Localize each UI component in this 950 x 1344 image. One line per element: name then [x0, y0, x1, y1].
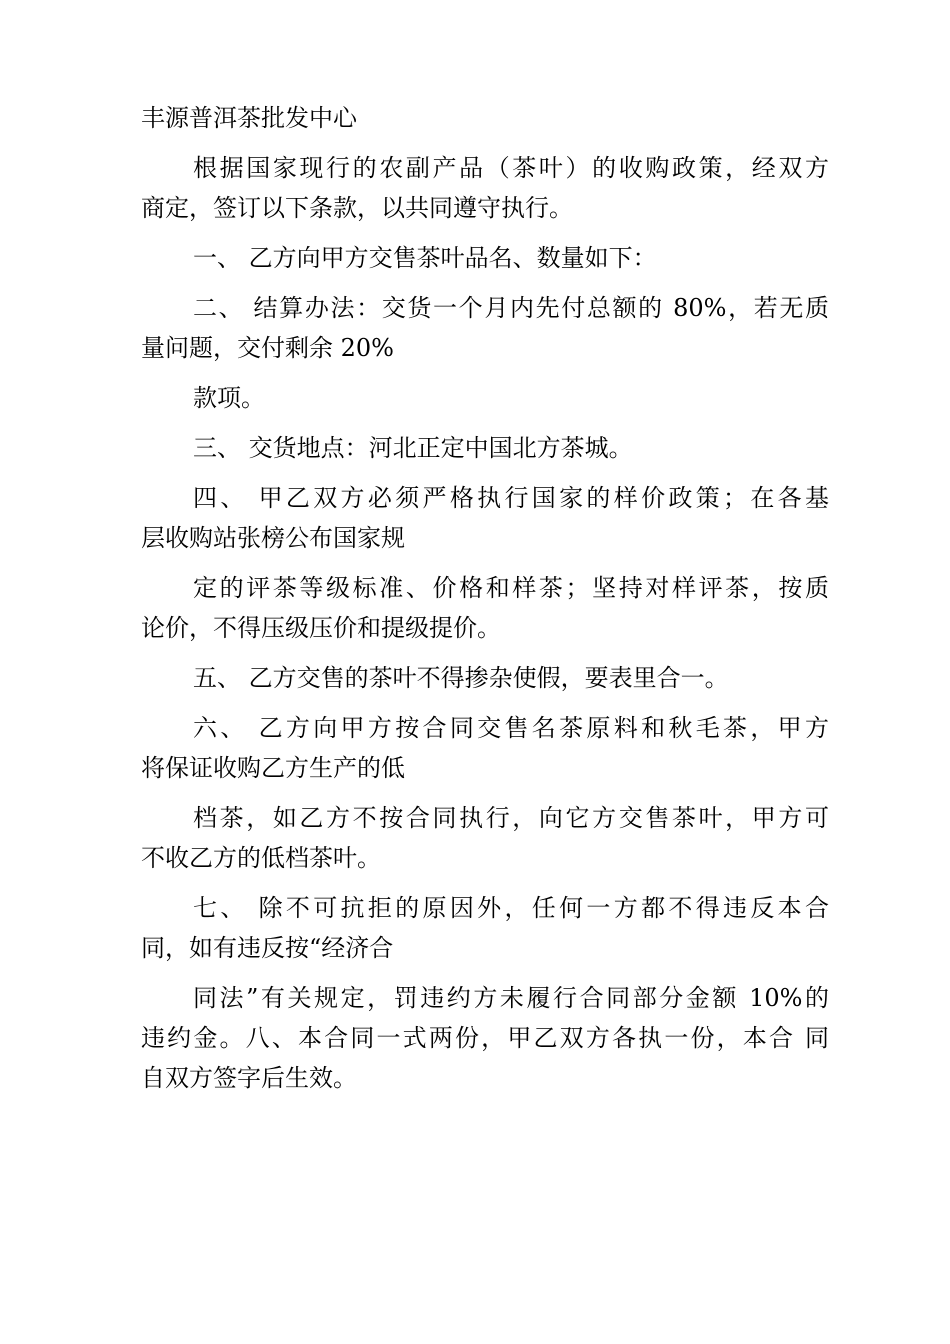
paragraph-line: 将保证收购乙方生产的低: [141, 754, 405, 782]
paragraph: [141, 288, 829, 368]
paragraph-line: 七、 除不可抗拒的原因外，任何一方都不得违反本合: [193, 894, 829, 922]
paragraph-line: 不收乙方的低档茶叶。: [141, 844, 381, 872]
paragraph-line: 论价，不得压级压价和提级提价。: [141, 614, 501, 642]
paragraph-line: 四、 甲乙双方必须严格执行国家的样价政策；在各基: [193, 484, 829, 512]
paragraph-line: 五、 乙方交售的茶叶不得掺杂使假，要表里合一。: [193, 664, 729, 692]
paragraph-line: 二、 结算办法：交货一个月内先付总额的 80%，若无质: [193, 294, 829, 322]
paragraph-line: 违约金。八、本合同一式两份，甲乙双方各执一份，本合 同: [141, 1024, 829, 1052]
paragraph-line: 定的评茶等级标准、价格和样茶；坚持对样评茶，按质: [193, 574, 829, 602]
paragraph-line: 档茶，如乙方不按合同执行，向它方交售茶叶，甲方可: [193, 804, 829, 832]
paragraph-line: 同，如有违反按“经济合: [141, 934, 394, 962]
contract-document: [141, 98, 829, 1108]
paragraph-line: 六、 乙方向甲方按合同交售名茶原料和秋毛茶，甲方: [193, 714, 829, 742]
paragraph-line: 量问题，交付剩余 20%: [141, 334, 394, 362]
document-body: [141, 148, 829, 1098]
paragraph-line: 三、 交货地点：河北正定中国北方茶城。: [193, 434, 633, 462]
paragraph: [141, 658, 829, 698]
paragraph: [141, 428, 829, 468]
paragraph-line: 同法”有关规定，罚违约方未履行合同部分金额 10%的: [193, 984, 829, 1012]
paragraph: [141, 568, 829, 648]
paragraph: [141, 708, 829, 788]
paragraph-line: 自双方签字后生效。: [141, 1064, 357, 1092]
document-heading: [141, 98, 829, 138]
paragraph-line: 一、 乙方向甲方交售茶叶品名、数量如下：: [193, 244, 657, 272]
paragraph-line: 款项。: [193, 384, 265, 412]
paragraph: [141, 148, 829, 228]
paragraph-line: 层收购站张榜公布国家规: [141, 524, 405, 552]
heading-text: 丰源普洱茶批发中心: [141, 104, 357, 132]
paragraph: [141, 978, 829, 1098]
paragraph: [141, 378, 829, 418]
paragraph: [141, 478, 829, 558]
paragraph-line: 根据国家现行的农副产品（茶叶）的收购政策，经双方: [193, 154, 829, 182]
paragraph: [141, 798, 829, 878]
paragraph-line: 商定，签订以下条款，以共同遵守执行。: [141, 194, 573, 222]
paragraph: [141, 888, 829, 968]
paragraph: [141, 238, 829, 278]
